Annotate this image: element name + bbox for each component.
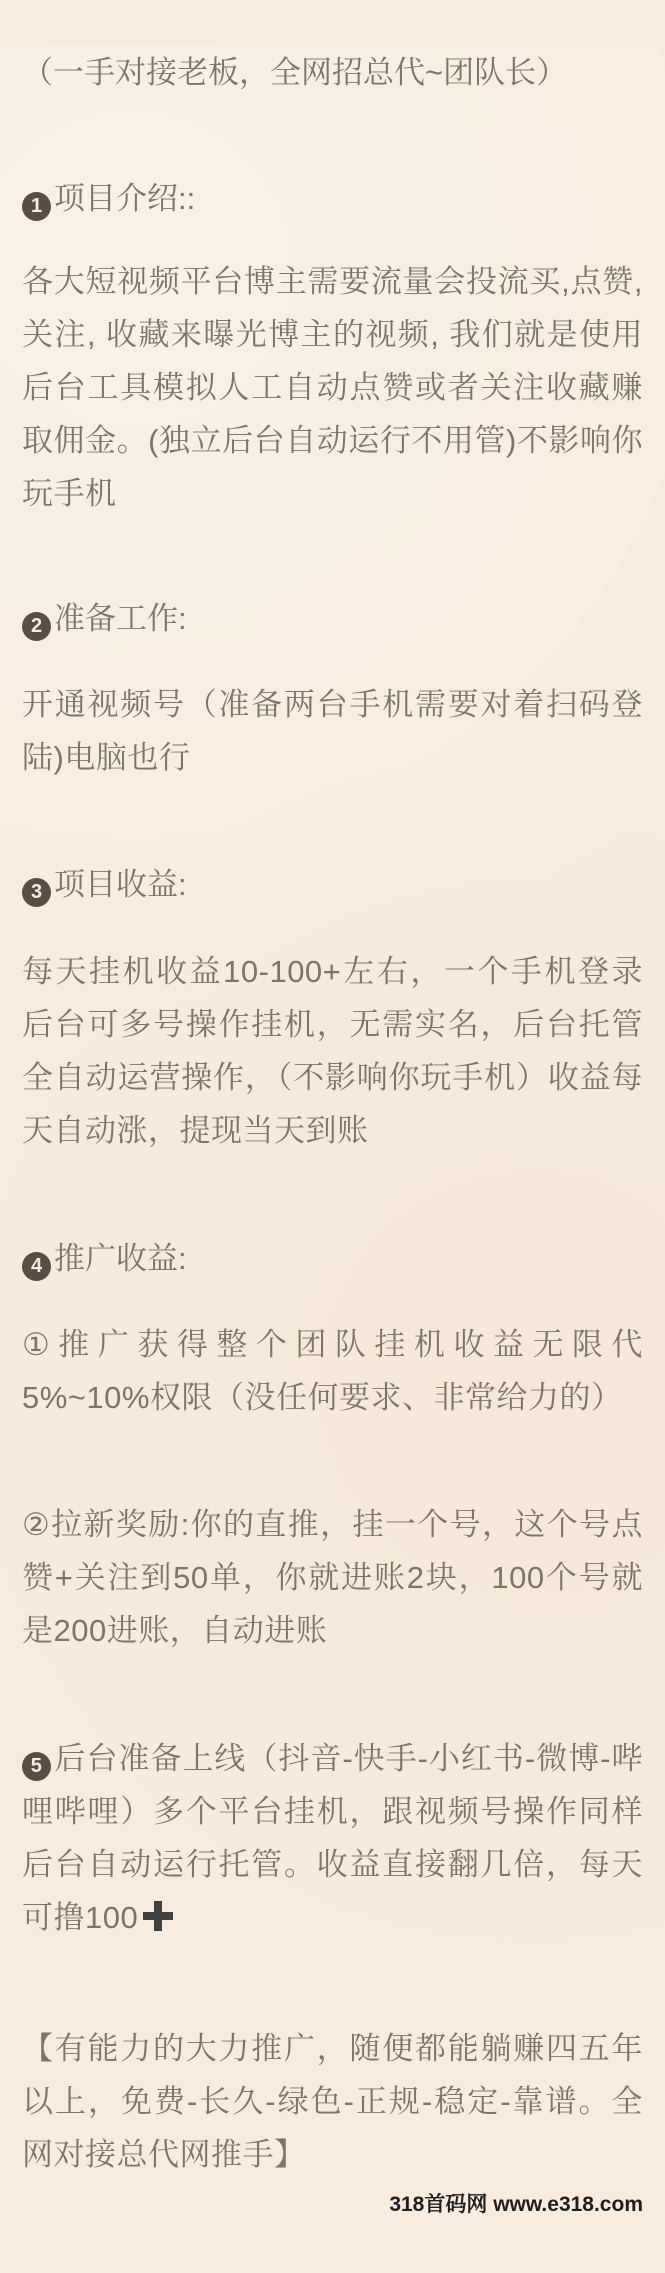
section-5-body <box>22 1732 643 1944</box>
section-4-point-2: ②拉新奖励:你的直推，挂一个号，这个号点赞+关注到50单，你就进账2块，100个号就是200进账，自动进账 <box>22 1507 643 1648</box>
section-4-heading <box>22 1232 643 1285</box>
section-2-heading <box>22 592 643 645</box>
heavy-plus-icon <box>143 1901 173 1931</box>
footer-note: 【有能力的大力推广，随便都能躺赚四五年以上，免费-长久-绿色-正规-稳定-靠谱。全网对接总代网推手】 <box>22 2031 643 2172</box>
section-1-body: 各大短视频平台博主需要流量会投流买,点赞, 关注, 收藏来曝光博主的视频, 我们就是使用后台工具模拟人工自动点赞或者关注收藏赚取佣金。(独立后台自动运行不用管)不影响你玩手机 <box>22 264 643 511</box>
section-5-number-badge: 5 <box>22 1752 51 1781</box>
section-3-number-badge: 3 <box>22 878 51 907</box>
section-5-text: 后台准备上线（抖音-快手-小红书-微博-哔哩哔哩）多个平台挂机，跟视频号操作同样后台自动运行托管。收益直接翻几倍，每天可撸100 <box>22 1741 643 1935</box>
watermark-site-label: 318首码网 www.e318.com <box>389 2193 643 2216</box>
page-title: （一手对接老板，全网招总代~团队长） <box>22 55 568 90</box>
section-2-body: 开通视频号（准备两台手机需要对着扫码登陆)电脑也行 <box>22 687 643 775</box>
promo-flyer-page <box>0 46 665 2273</box>
section-2-title: 准备工作: <box>54 601 187 636</box>
section-4-number-badge: 4 <box>22 1252 51 1281</box>
section-1-title: 项目介绍:: <box>54 181 196 216</box>
section-4-title: 推广收益: <box>54 1241 187 1276</box>
section-3-heading <box>22 858 643 911</box>
section-4-point-1: ①推广获得整个团队挂机收益无限代5%~10%权限（没任何要求、非常给力的） <box>22 1327 643 1415</box>
section-3-title: 项目收益: <box>54 867 187 902</box>
section-1-heading <box>22 172 643 225</box>
section-2-number-badge: 2 <box>22 612 51 641</box>
section-1-number-badge: 1 <box>22 192 51 221</box>
section-3-body: 每天挂机收益10-100+左右，一个手机登录后台可多号操作挂机，无需实名，后台托管全自动运营操作，（不影响你玩手机）收益每天自动涨，提现当天到账 <box>22 954 643 1148</box>
